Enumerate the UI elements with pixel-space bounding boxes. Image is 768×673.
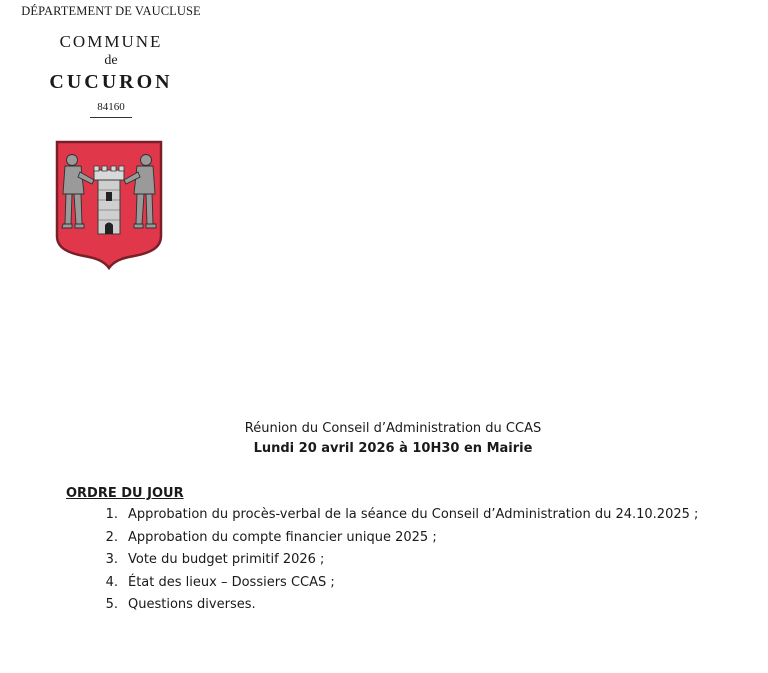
agenda-item-text: Questions diverses. [128,597,256,612]
agenda-item-number: 1. [105,507,118,522]
agenda-heading: ORDRE DU JOUR [66,486,184,501]
commune-label: COMMUNE [59,32,163,51]
agenda-item [66,549,726,572]
coat-of-arms-icon [54,140,164,270]
meeting-block [0,419,768,459]
agenda-item [66,572,726,595]
postcode-underline [90,117,132,118]
agenda-item-number: 2. [105,529,118,545]
town-name: CUCURON [49,71,173,93]
department-name: DÉPARTEMENT DE VAUCLUSE [21,4,201,18]
commune-de: de [104,53,118,68]
agenda-item [66,527,726,550]
agenda-item-text: Approbation du procès-verbal de la séance du Conseil d’Administration du 24.10.2025 ; [128,507,699,522]
meeting-date-place: Lundi 20 avril 2026 à 10H30 en Mairie [253,441,533,456]
agenda-item-text: État des lieux – Dossiers CCAS ; [128,574,335,590]
agenda-item [66,504,726,527]
letterhead [14,4,208,118]
agenda-item-text: Vote du budget primitif 2026 ; [128,552,325,567]
agenda-item-number: 3. [105,552,118,567]
agenda-item-number: 5. [105,597,118,612]
tower-emblem [94,166,124,234]
agenda-section [66,485,726,617]
agenda-list [66,504,726,617]
meeting-title: Réunion du Conseil d’Administration du CCAS [244,421,542,436]
agenda-item-text: Approbation du compte financier unique 2025 ; [128,529,437,545]
postcode: 84160 [97,101,125,113]
agenda-item-number: 4. [105,574,118,590]
agenda-item [66,594,726,617]
